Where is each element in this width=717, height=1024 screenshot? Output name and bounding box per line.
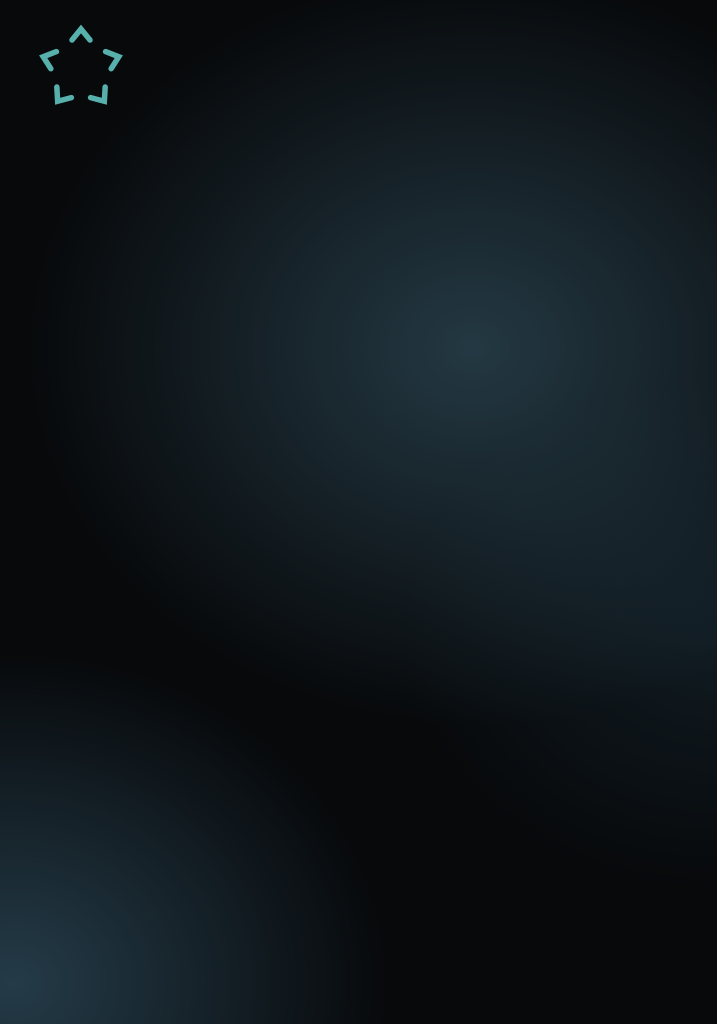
star-logo-graphic (36, 24, 126, 114)
poster-header (36, 24, 142, 118)
star-outline-chevrons (40, 29, 121, 107)
star-film-fest-logo (36, 24, 126, 118)
